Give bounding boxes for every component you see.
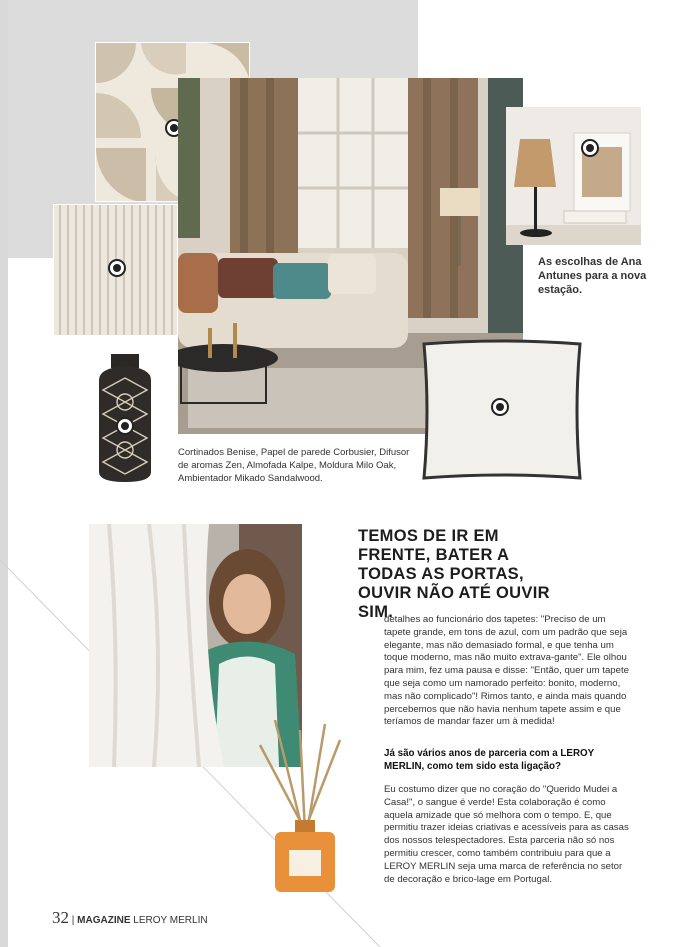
hotspot-icon[interactable] (491, 398, 509, 416)
reed-diffuser-photo (255, 720, 355, 895)
cushion-photo (418, 336, 586, 486)
aside-text: As escolhas de Ana Antunes para a nova estação. (538, 256, 647, 296)
curtain-swatch (53, 204, 178, 336)
reed-diffuser (255, 720, 355, 895)
interview-paragraph-2: Eu costumo dizer que no coração do "Querido Mudei a Casa!", o sangue é verde! Esta colaboração é como aquela amizade que só melhora com o tempo. E, que permitiu trazer ideias criativas e acessíveis para as casas dos nossos telespectadores. Esta parceria não só nos permitiu crescer, como também contribuiu para que a LEROY MERLIN seja uma marca de referência no setor de decoração e brico-lage em Portugal. (384, 784, 629, 885)
hotspot-icon[interactable] (581, 139, 599, 157)
aroma-diffuser-photo (85, 350, 165, 490)
headline-quote: TEMOS DE IR EM FRENTE, BATER A TODAS AS PORTAS, OUVIR NÃO ATÉ OUVIR SIM. (358, 527, 550, 621)
lamp-frame-photo (506, 107, 641, 245)
brand-label: LEROY MERLIN (133, 915, 208, 926)
page-footer (52, 908, 208, 928)
lamp-frame-scene (506, 107, 641, 245)
interview-question: Já são vários anos de parceria com a LEROY MERLIN, como tem sido esta ligação? (384, 748, 595, 772)
hotspot-icon[interactable] (116, 417, 134, 435)
product-caption: Cortinados Benise, Papel de parede Corbusier, Difusor de aromas Zen, Almofada Kalpe, Moldura Milo Oak, Ambientador Mikado Sandalwood. (178, 447, 410, 484)
footer-separator: | (71, 915, 75, 926)
hotspot-icon[interactable] (108, 259, 126, 277)
magazine-label: MAGAZINE (77, 915, 131, 926)
page-number: 32 (52, 908, 69, 927)
interview-paragraph-1: detalhes ao funcionário dos tapetes: "Preciso de um tapete grande, em tons de azul, com um padrão que seja elegante, mas não demasiado formal, e que tenha um toque moderno, mas não muito extrava-gante". Ele olhou para mim, fez uma pausa e disse: "Então, quer um tapete que seja como um namorado perfeito: bonito, moderno, mas não complicado"! Rimos tanto, e ainda mais quando percebemos que não havia nenhum tapete assim e que teríamos de mandar fazer um à medida! (384, 614, 629, 728)
